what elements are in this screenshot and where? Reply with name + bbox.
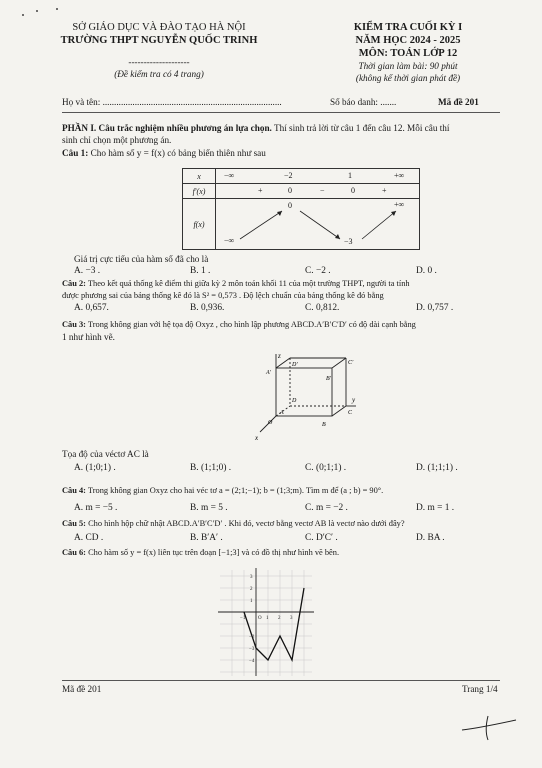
q2-option-c[interactable]: C. 0,812. <box>305 303 340 313</box>
vertex-label: B <box>322 422 326 428</box>
vertex-label: C′ <box>348 360 354 366</box>
cube-figure <box>250 352 360 444</box>
y-tick-label: 3 <box>250 575 253 580</box>
q1-option-d[interactable]: D. 0 . <box>416 266 437 276</box>
vertex-label: A′ <box>266 370 271 376</box>
part1-instruction: Thí sinh trả lời từ câu 1 đến câu 12. Mỗi câu thí <box>271 123 450 133</box>
q3-prompt: Tọa độ của véctơ AC là <box>62 449 149 459</box>
sign-value: − <box>320 186 325 195</box>
q2-line2: được phương sai của bảng thống kê đó là S² = 0,573 . Độ lệch chuẩn của bảng thống kê đó bằng <box>62 291 384 300</box>
table-row <box>183 184 420 199</box>
table-row <box>183 199 420 250</box>
q1-option-c[interactable]: C. −2 . <box>305 266 331 276</box>
sign-value: 0 <box>288 186 292 195</box>
q4-label: Câu 4: <box>62 486 86 495</box>
footer-exam-code: Mã đề 201 <box>62 684 102 694</box>
question-1 <box>62 148 266 158</box>
question-3 <box>62 320 416 329</box>
x-tick-label: 2 <box>278 616 281 621</box>
q1-label: Câu 1: <box>62 148 89 158</box>
vertex-label: C <box>348 410 353 416</box>
q1-option-b[interactable]: B. 1 . <box>190 266 211 276</box>
q5-text: Cho hình hộp chữ nhật ABCD.A′B′C′D′ . Khi đó, vectơ bằng vectơ AB là vectơ nào dưới đây? <box>85 519 405 528</box>
x-value: −∞ <box>224 171 235 180</box>
q5-option-b[interactable]: B. B′A′ . <box>190 533 223 543</box>
exam-title: KIỂM TRA CUỐI KỲ I <box>353 22 463 33</box>
x-header: x <box>183 169 216 184</box>
q3-line2: 1 như hình vẽ. <box>62 332 115 342</box>
header-dashes: -------------------- <box>128 57 190 67</box>
f-value: +∞ <box>394 200 405 209</box>
q2-line1: Theo kết quả thống kê điểm thi giữa kỳ 2 môn toán khối 11 của một trường THPT, người ta tính <box>85 279 410 288</box>
question-5 <box>62 519 405 528</box>
footer-divider <box>62 680 500 681</box>
q3-option-d[interactable]: D. (1;1;1) . <box>416 463 458 473</box>
x-value: +∞ <box>394 171 405 180</box>
q3-option-c[interactable]: C. (0;1;1) . <box>305 463 347 473</box>
handwritten-mark <box>458 712 522 744</box>
q6-text: Cho hàm số y = f(x) liên tục trên đoạn [−1;3] và có đồ thị như hình vẽ bên. <box>85 548 340 557</box>
q4-option-d[interactable]: D. m = 1 . <box>416 503 455 513</box>
axis-label-x: x <box>255 434 259 442</box>
table-row <box>183 169 420 184</box>
footer-page-number: Trang 1/4 <box>462 684 498 694</box>
subject-title: MÔN: TOÁN LỚP 12 <box>358 48 458 59</box>
header-divider <box>62 112 500 113</box>
y-tick-label: 1 <box>250 599 253 604</box>
variation-arrows <box>216 199 421 249</box>
x-value: −2 <box>284 171 293 180</box>
question-4 <box>62 486 383 495</box>
student-id-field: Số báo danh: ....... <box>330 97 397 107</box>
x-value: 1 <box>348 171 352 180</box>
q5-option-a[interactable]: A. CD . <box>74 533 104 543</box>
q3-label: Câu 3: <box>62 320 86 329</box>
scan-speck <box>22 14 24 16</box>
q4-option-c[interactable]: C. m = −2 . <box>305 503 348 513</box>
q2-option-b[interactable]: B. 0,936. <box>190 303 225 313</box>
school-year: NĂM HỌC 2024 - 2025 <box>355 35 461 46</box>
exam-time: Thời gian làm bài: 90 phút <box>358 61 458 71</box>
school-name: TRƯỜNG THPT NGUYỄN QUỐC TRINH <box>60 35 258 46</box>
origin-label: O <box>268 420 273 426</box>
f-header: f(x) <box>183 199 216 250</box>
y-tick-label: −3 <box>249 647 255 652</box>
q2-option-d[interactable]: D. 0,757 . <box>416 303 454 313</box>
x-values <box>216 169 420 184</box>
fprime-values <box>216 184 420 199</box>
pages-note: (Đề kiểm tra có 4 trang) <box>114 69 204 79</box>
scan-speck <box>36 10 38 12</box>
part1-instruction-2: sinh chỉ chọn một phương án. <box>62 135 172 145</box>
q4-text: Trong không gian Oxyz cho hai véc tơ a = (2;1;−1); b = (1;3;m). Tìm m để (a ; b) = 90°. <box>85 486 384 495</box>
function-graph <box>216 566 316 678</box>
q2-option-a[interactable]: A. 0,657. <box>74 303 109 313</box>
vertex-label: A <box>280 410 284 416</box>
x-tick-label: −1 <box>240 616 246 621</box>
q2-label: Câu 2: <box>62 279 86 288</box>
q5-option-d[interactable]: D. BA . <box>416 533 445 543</box>
vertex-label: D′ <box>292 362 298 368</box>
f-value: −∞ <box>224 236 235 245</box>
q3-line1: Trong không gian với hệ tọa độ Oxyz , cho hình lập phương ABCD.A′B′C′D′ có độ dài cạnh bằng <box>85 320 416 329</box>
axis-label-z: z <box>278 352 281 360</box>
student-name-field: Họ và tên: .............................................................................. <box>62 97 282 107</box>
fprime-header: f′(x) <box>183 184 216 199</box>
scan-speck <box>56 8 58 10</box>
q3-option-a[interactable]: A. (1;0;1) . <box>74 463 116 473</box>
q1-prompt: Giá trị cực tiểu của hàm số đã cho là <box>74 254 209 264</box>
variation-table <box>182 168 420 250</box>
part1-title: PHẦN I. Câu trắc nghiệm nhiều phương án lựa chọn. <box>62 123 272 133</box>
q5-label: Câu 5: <box>62 519 86 528</box>
q1-text: Cho hàm số y = f(x) có bảng biến thiên như sau <box>88 148 266 158</box>
q6-label: Câu 6: <box>62 548 86 557</box>
question-6 <box>62 548 339 557</box>
vertex-label: B′ <box>326 376 331 382</box>
x-tick-label: 1 <box>266 616 269 621</box>
sign-value: 0 <box>351 186 355 195</box>
q4-option-b[interactable]: B. m = 5 . <box>190 503 228 513</box>
f-value: −3 <box>344 237 353 246</box>
y-tick-label: −4 <box>249 659 255 664</box>
q3-option-b[interactable]: B. (1;1;0) . <box>190 463 232 473</box>
q5-option-c[interactable]: C. D′C′ . <box>305 533 338 543</box>
axis-label-y: y <box>352 396 356 404</box>
f-value: 0 <box>288 201 292 210</box>
y-tick-label: −2 <box>249 635 255 640</box>
x-tick-label: 3 <box>290 616 293 621</box>
sign-value: + <box>382 186 387 195</box>
origin-label: O <box>258 616 262 621</box>
f-values <box>216 199 420 250</box>
department-name: SỞ GIÁO DỤC VÀ ĐÀO TẠO HÀ NỘI <box>72 22 246 33</box>
exam-code: Mã đề 201 <box>438 97 479 107</box>
vertex-label: D <box>292 398 297 404</box>
sign-value: + <box>258 186 263 195</box>
question-2 <box>62 279 410 288</box>
y-tick-label: 2 <box>250 587 253 592</box>
part1-intro <box>62 123 449 133</box>
q4-option-a[interactable]: A. m = −5 . <box>74 503 118 513</box>
exam-time-note: (không kể thời gian phát đề) <box>355 73 461 83</box>
q1-option-a[interactable]: A. −3 . <box>74 266 101 276</box>
